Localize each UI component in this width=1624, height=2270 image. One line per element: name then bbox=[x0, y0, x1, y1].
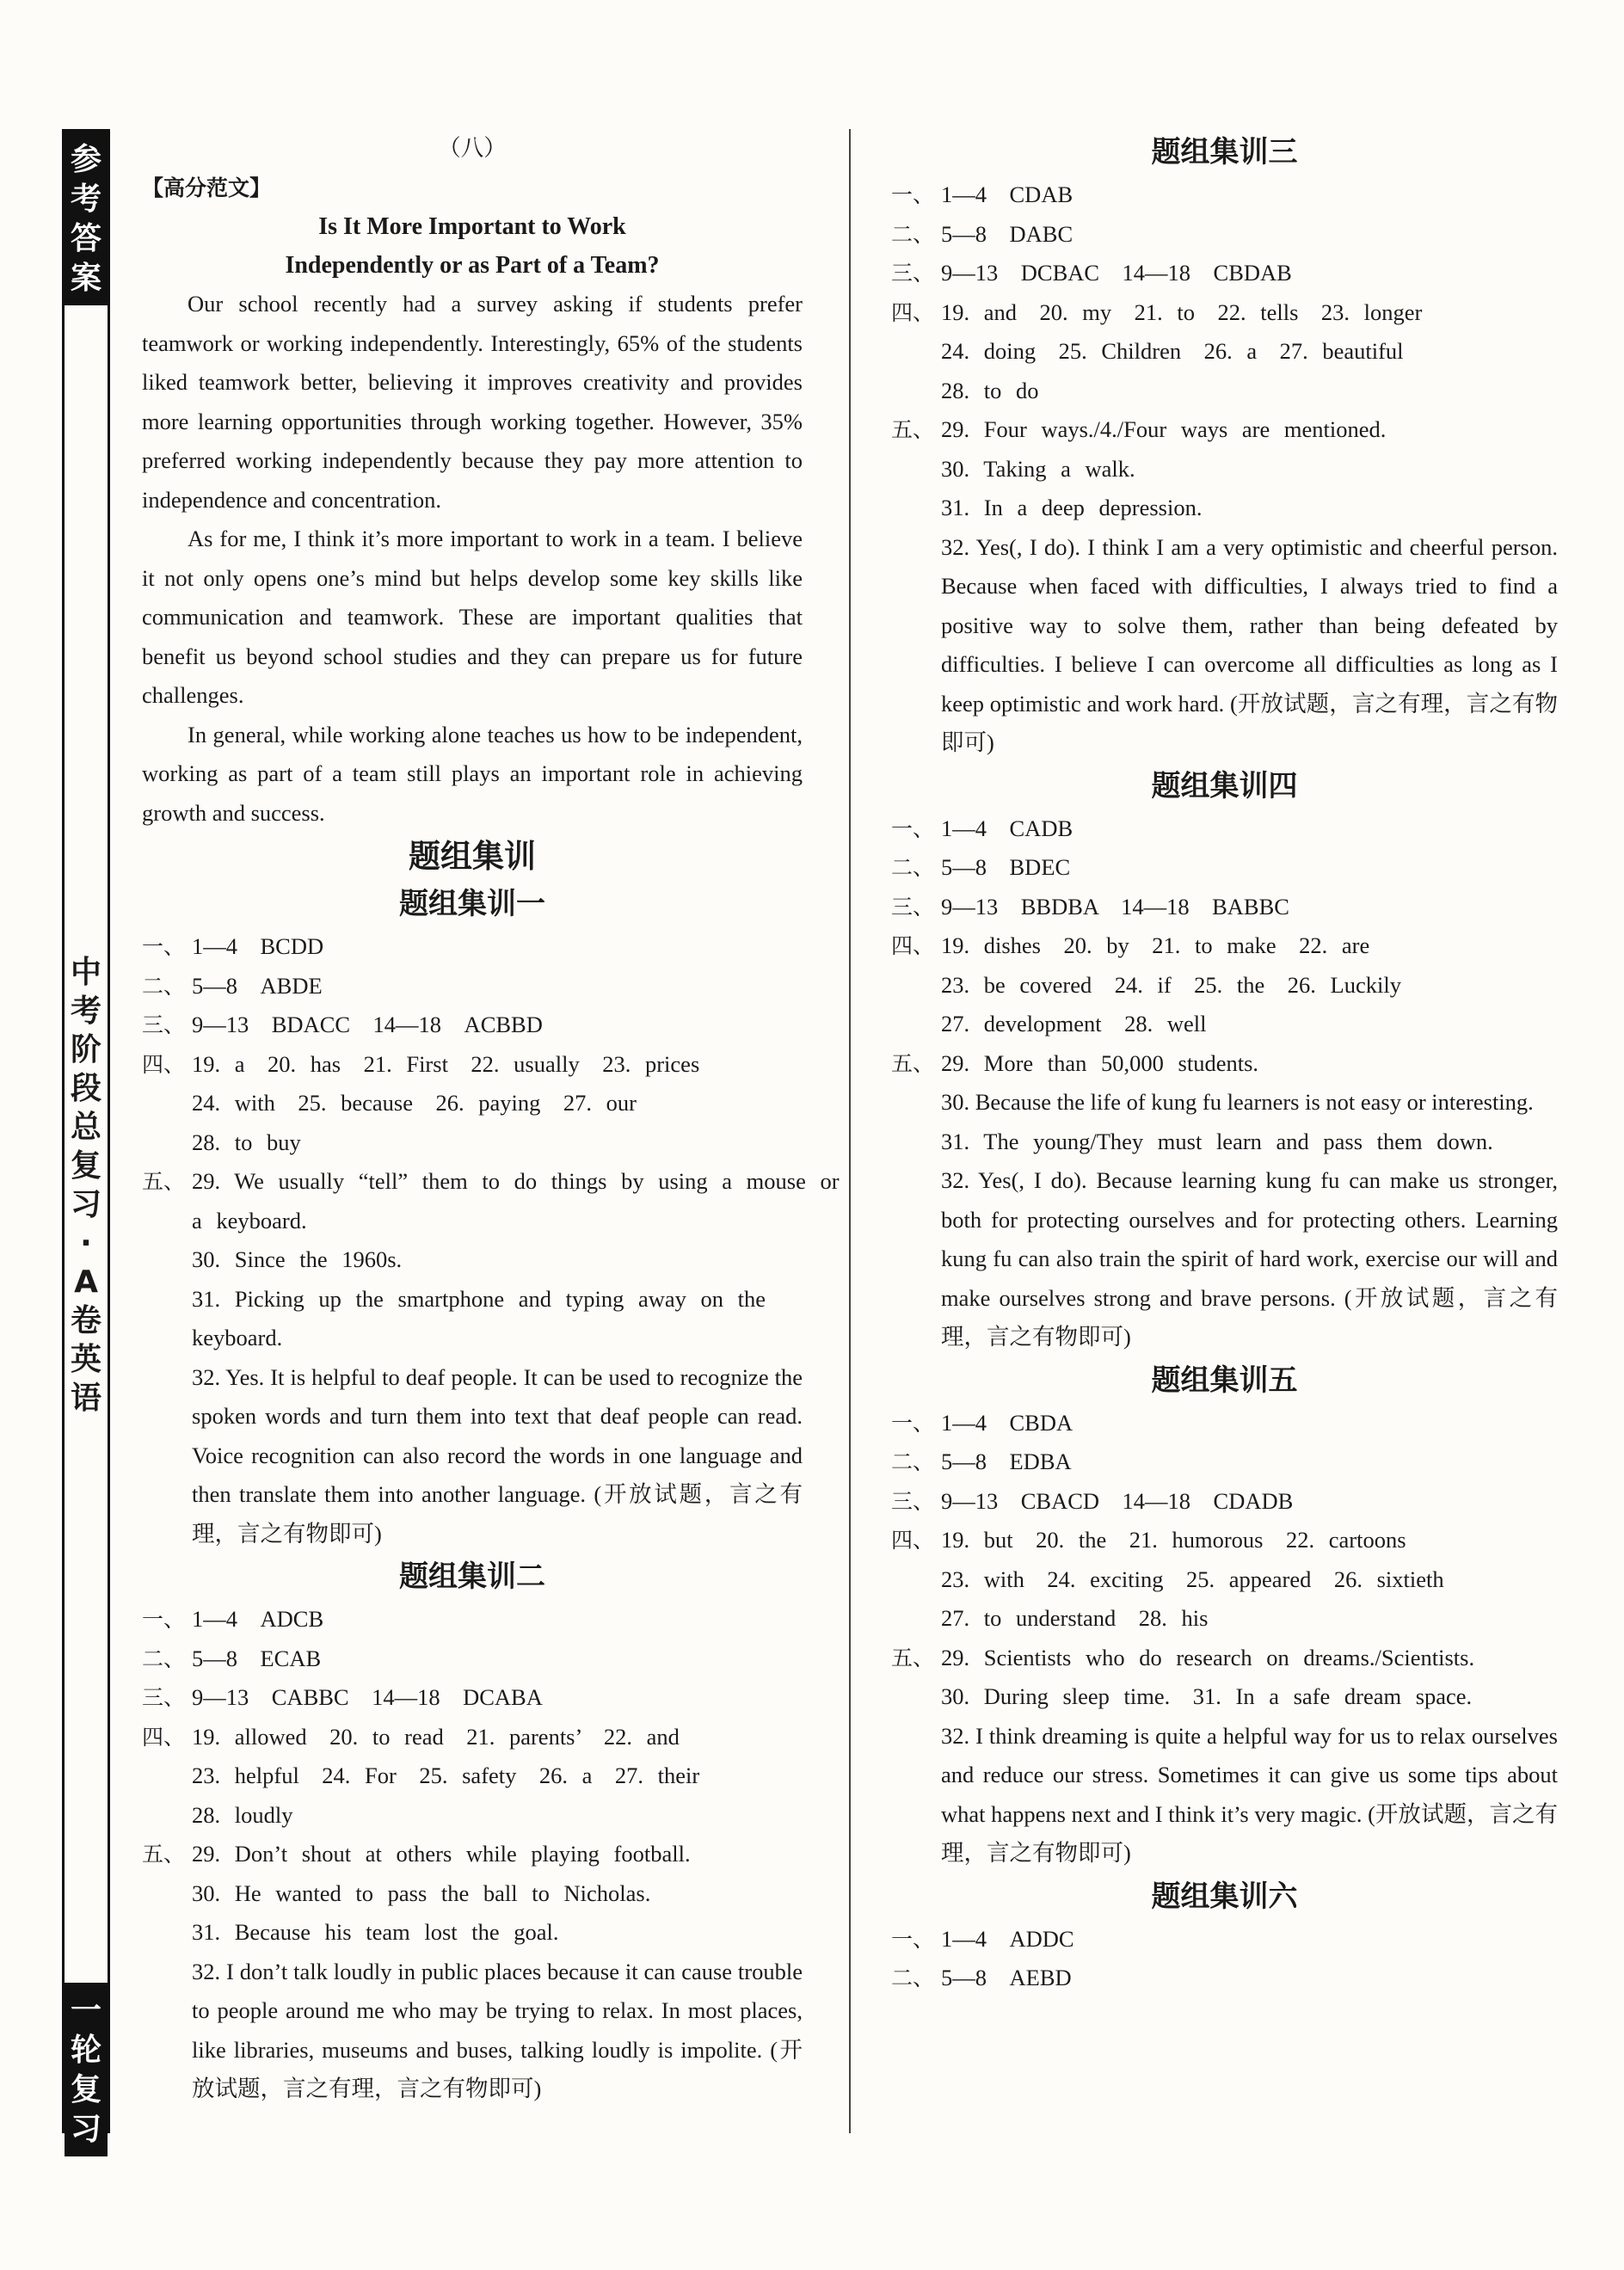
answer-line: 24. with 25. because 26. paying 27. our bbox=[192, 1090, 637, 1116]
answer-line: 一、 1—4 BCDD bbox=[142, 933, 324, 959]
right-column bbox=[891, 129, 1558, 1998]
reference-answer-tab: 参 考 答 案 bbox=[65, 132, 108, 305]
answer-line: 四、 19. and 20. my 21. to 22. tells 23. longer bbox=[891, 298, 1423, 325]
answer-line: 31. In a deep depression. bbox=[941, 495, 1203, 520]
answer-line: 28. to buy bbox=[192, 1129, 301, 1155]
answer-line: 30. During sleep time. 31. In a safe dream space. bbox=[941, 1683, 1473, 1709]
group-5 bbox=[891, 1357, 1558, 1873]
group-3 bbox=[891, 129, 1558, 763]
book-title-vertical: 中 考 阶 段 总 复 习 · A 卷 英 语 bbox=[70, 955, 102, 1416]
answer-line: 五、 29. Four ways./4./Four ways are mentioned. bbox=[891, 416, 1387, 442]
answer-line: 五、 29. Don’t shout at others while playing football. bbox=[142, 1841, 691, 1867]
answer-paragraph: 32. Yes. It is helpful to deaf people. It can be used to recognize the spoken words and turn them into text that deaf people can read. Voice recognition can also record the words in one language and then translate them into another language. (开放试题，言之有理，言之有物即可) bbox=[192, 1363, 803, 1547]
group-title: 题组集训一 bbox=[399, 887, 545, 921]
answer-line: 二、 5—8 EDBA bbox=[891, 1449, 1072, 1474]
answer-line: 一、 1—4 CADB bbox=[891, 815, 1073, 841]
answer-line: 23. be covered 24. if 25. the 26. Luckily bbox=[941, 971, 1401, 998]
group-title: 题组集训二 bbox=[399, 1559, 545, 1594]
side-tab-strip bbox=[62, 129, 110, 2147]
answer-line: keyboard. bbox=[192, 1325, 283, 1350]
answer-line: 30. Since the 1960s. bbox=[192, 1246, 403, 1272]
group-title: 题组集训五 bbox=[1151, 1363, 1298, 1398]
answer-paragraph: 32. I think dreaming is quite a helpful way for us to relax ourselves and reduce our stress. Sometimes it can give us some tips about what happens next and I think it’s very magic. (开放试题，言之有理，言之有物即可) bbox=[941, 1722, 1558, 1866]
answer-line: 二、 5—8 BDEC bbox=[891, 854, 1071, 880]
answer-line: 27. development 28. well bbox=[941, 1011, 1207, 1037]
answer-line: 三、 9—13 DCBAC 14—18 CBDAB bbox=[891, 260, 1292, 286]
answer-line: 一、 1—4 ADDC bbox=[891, 1925, 1074, 1952]
column-divider bbox=[849, 129, 851, 2133]
answer-line: 31. The young/They must learn and pass them down. bbox=[941, 1128, 1493, 1154]
answer-line: 28. loudly bbox=[192, 1801, 293, 1828]
answer-line: 四、 19. allowed 20. to read 21. parents’ 22. and bbox=[142, 1723, 680, 1750]
essay-title-line-2: Independently or as Part of a Team? bbox=[285, 252, 660, 279]
answer-line: 23. helpful 24. For 25. safety 26. a 27. their bbox=[192, 1762, 700, 1788]
group-2 bbox=[142, 1553, 803, 2109]
answer-line: 三、 9—13 BBDBA 14—18 BABBC bbox=[891, 893, 1289, 920]
section-number: （八） bbox=[438, 135, 507, 161]
answer-line: 31. Picking up the smartphone and typing away on the bbox=[192, 1285, 766, 1312]
group-6 bbox=[891, 1873, 1558, 1998]
answer-line: 五、 29. Scientists who do research on dreams./Scientists. bbox=[891, 1644, 1475, 1670]
first-round-review-tab: 一 轮 复 习 bbox=[65, 1983, 108, 2156]
answer-line: 四、 19. a 20. has 21. First 22. usually 23. prices bbox=[142, 1050, 700, 1077]
answer-line: 一、 1—4 CDAB bbox=[891, 181, 1073, 207]
answer-line: 30. He wanted to pass the ball to Nicholas. bbox=[192, 1879, 651, 1906]
model-essay-label: 【高分范文】 bbox=[142, 175, 272, 200]
answer-paragraph: 30. Because the life of kung fu learners is not easy or interesting. bbox=[941, 1089, 1534, 1115]
answer-line: 四、 19. dishes 20. by 21. to make 22. are bbox=[891, 932, 1370, 958]
main-section-title: 题组集训 bbox=[409, 838, 536, 875]
answer-line: 三、 9—13 CABBC 14—18 DCABA bbox=[142, 1684, 543, 1710]
answer-line: 二、 5—8 DABC bbox=[891, 220, 1073, 247]
answer-line: 31. Because his team lost the goal. bbox=[192, 1919, 559, 1945]
essay-title-line-1: Is It More Important to Work bbox=[318, 213, 626, 240]
group-title: 题组集训六 bbox=[1151, 1879, 1298, 1914]
answer-line: 一、 1—4 CBDA bbox=[891, 1409, 1073, 1436]
answer-line: 30. Taking a walk. bbox=[941, 455, 1135, 482]
answer-paragraph: 32. I don’t talk loudly in public places because it can cause trouble to people around me who may be trying to relax. In most places, like libraries, museums and buses, talking loudly is impolite. (开放试题，言之有理，言之有物即可) bbox=[192, 1958, 803, 2101]
answer-line: 五、 29. We usually “tell” them to do things by using a mouse or bbox=[142, 1168, 840, 1194]
answer-line: 一、 1—4 ADCB bbox=[142, 1606, 324, 1632]
answer-line: 23. with 24. exciting 25. appeared 26. sixtieth bbox=[941, 1566, 1444, 1592]
essay-paragraph-3: In general, while working alone teaches us how to be independent, working as part of a team still plays an important role in achieving growth and success. bbox=[142, 721, 803, 826]
group-title: 题组集训三 bbox=[1151, 135, 1298, 169]
answer-line: 24. doing 25. Children 26. a 27. beautiful bbox=[941, 338, 1404, 364]
essay-paragraph-1: Our school recently had a survey asking if students prefer teamwork or working independently. Interestingly, 65% of the students liked teamwork better, believing it improves creativity and provides more learning opportunities through working together. However, 35% preferred working independently because they pay more attention to independence and concentration. bbox=[142, 291, 803, 513]
answer-line: 二、 5—8 ABDE bbox=[142, 972, 323, 999]
answer-line: 二、 5—8 ECAB bbox=[142, 1645, 322, 1671]
answer-paragraph: 32. Yes(, I do). I think I am a very optimistic and cheerful person. Because when faced with difficulties, I always tried to find a positive way to solve them, rather than being defeated by difficulties. I believe I can overcome all difficulties as long as I keep optimistic and work hard. (开放试题，言之有理，言之有物即可) bbox=[941, 533, 1558, 755]
group-1 bbox=[142, 881, 840, 1553]
answer-line: a keyboard. bbox=[192, 1207, 307, 1233]
group-4 bbox=[891, 763, 1558, 1357]
answer-line: 28. to do bbox=[941, 377, 1039, 403]
answer-line: 三、 9—13 CBACD 14—18 CDADB bbox=[891, 1487, 1294, 1514]
essay-paragraph-2: As for me, I think it’s more important to work in a team. I believe it not only opens one’s mind but helps develop some key skills like communication and teamwork. These are important qualities that benefit us beyond school studies and they can prepare us for future challenges. bbox=[142, 526, 803, 708]
answer-line: 四、 19. but 20. the 21. humorous 22. cartoons bbox=[891, 1527, 1406, 1553]
answer-line: 三、 9—13 BDACC 14—18 ACBBD bbox=[142, 1012, 543, 1037]
answer-paragraph: 32. Yes(, I do). Because learning kung fu can make us stronger, both for protecting ourselves and for protecting others. Learning kung fu can also train the spirit of hard work, exercise our will and make ourselves strong and brave persons. (开放试题，言之有理，言之有物即可) bbox=[941, 1167, 1558, 1350]
left-column bbox=[142, 129, 840, 2109]
answer-line: 五、 29. More than 50,000 students. bbox=[891, 1049, 1259, 1076]
answer-line: 二、 5—8 AEBD bbox=[891, 1965, 1072, 1990]
answer-line: 27. to understand 28. his bbox=[941, 1605, 1209, 1631]
group-title: 题组集训四 bbox=[1151, 768, 1298, 803]
